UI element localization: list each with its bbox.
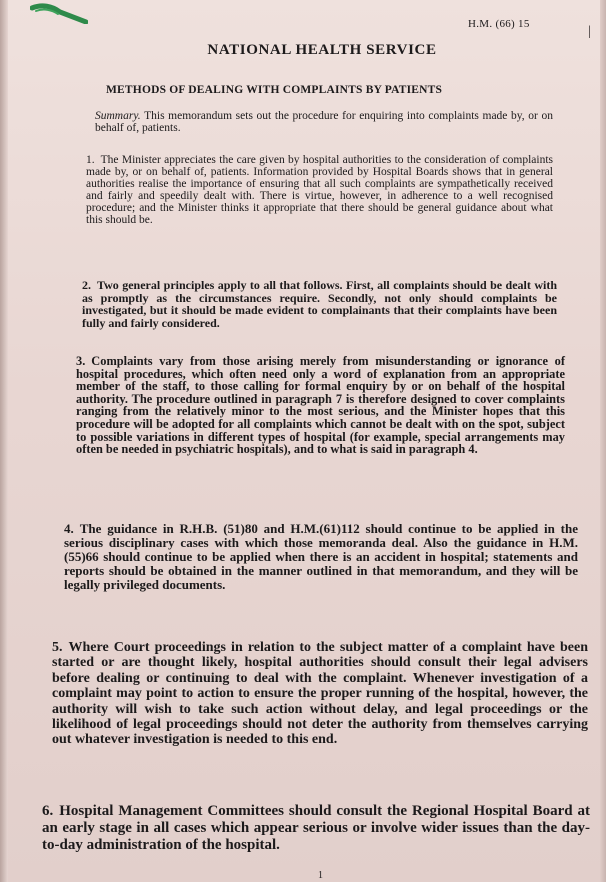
paragraph-number: 6. <box>42 803 54 819</box>
paragraph-2 <box>82 279 557 329</box>
summary <box>95 110 553 134</box>
paragraph-text: Two general principles apply to all that follows. First, all complaints should be dealt with as promptly as the circumstances require. Secondly, not only should complaints be investigated, but it should be made evident to complainants that their complaints have been fully and fairly considered. <box>82 278 557 330</box>
paragraph-number: 1. <box>86 154 95 166</box>
paragraph-text: The guidance in R.H.B. (51)80 and H.M.(61)112 should continue to be applied in the serious disciplinary cases with which those memoranda deal. Also the guidance in H.M.(55)66 should continue to be applied when there is an accident in hospital; statements and reports should be obtained in the manner outlined in that memorandum, and they will be legally privileged documents. <box>64 521 578 592</box>
paragraph-5 <box>52 640 588 748</box>
paragraph-6 <box>42 803 590 854</box>
paragraph-number: 2. <box>82 278 91 292</box>
paragraph-number: 5. <box>52 640 63 655</box>
paragraph-number: 3. <box>76 354 86 368</box>
paragraph-4 <box>64 522 578 592</box>
paragraph-3 <box>76 355 565 456</box>
paragraph-number: 4. <box>64 521 74 536</box>
summary-label: Summary. <box>95 110 141 122</box>
paper-left-edge <box>0 0 8 882</box>
edge-mark: | <box>588 24 591 39</box>
page-number: 1 <box>318 870 323 881</box>
paragraph-text: Where Court proceedings in relation to the subject matter of a complaint have been started or are thought likely, hospital authorities should consult their legal advisers before dealing or continuing to deal with the complaint. Whenever investigation of a complaint may point to action to ensure the proper running of the hospital, however, the authority will wish to take such action without delay, and legal proceedings or the likelihood of legal proceedings should not deter the authority from themselves carrying out whatever investigation is needed to this end. <box>52 640 588 748</box>
paragraph-1 <box>86 155 553 226</box>
green-tag-pin-icon <box>30 2 88 24</box>
document-subtitle: METHODS OF DEALING WITH COMPLAINTS BY PATIENTS <box>106 84 443 96</box>
paragraph-text: Complaints vary from those arising merely from misunderstanding or ignorance of hospital procedures, which often need only a word of explanation from an appropriate member of the staff, to those calling for formal enquiry by or on behalf of the hospital authority. The procedure outlined in paragraph 7 is therefore designed to cover complaints ranging from the relatively minor to the most serious, and the Minister hopes that this procedure will be adopted for all complaints which cannot be dealt with on the spot, subject to possible variations in different types of hospital (for example, special arrangements may often be needed in psychiatric hospitals), and to what is said in paragraph 4. <box>76 354 565 457</box>
document-title: NATIONAL HEALTH SERVICE <box>207 42 437 58</box>
paragraph-text: The Minister appreciates the care given by hospital authorities to the consideration of complaints made by, or on behalf of, patients. Information provided by Hospital Boards shows that in general authorities realise the importance of ensuring that all such complaints are sympathetically received and fairly and speedily dealt with. There is virtue, however, in adherence to a well recognised procedure; and the Minister thinks it appropriate that there should be general guidance about what this should be. <box>86 154 553 226</box>
paper-right-edge <box>600 0 606 882</box>
paragraph-text: Hospital Management Committees should consult the Regional Hospital Board at an early stage in all cases which appear serious or involve wider issues than the day-to-day administration of the hospital. <box>42 803 590 853</box>
document-reference: H.M. (66) 15 <box>468 18 530 30</box>
summary-text: This memorandum sets out the procedure for enquiring into complaints made by, or on behalf of, patients. <box>95 110 553 134</box>
